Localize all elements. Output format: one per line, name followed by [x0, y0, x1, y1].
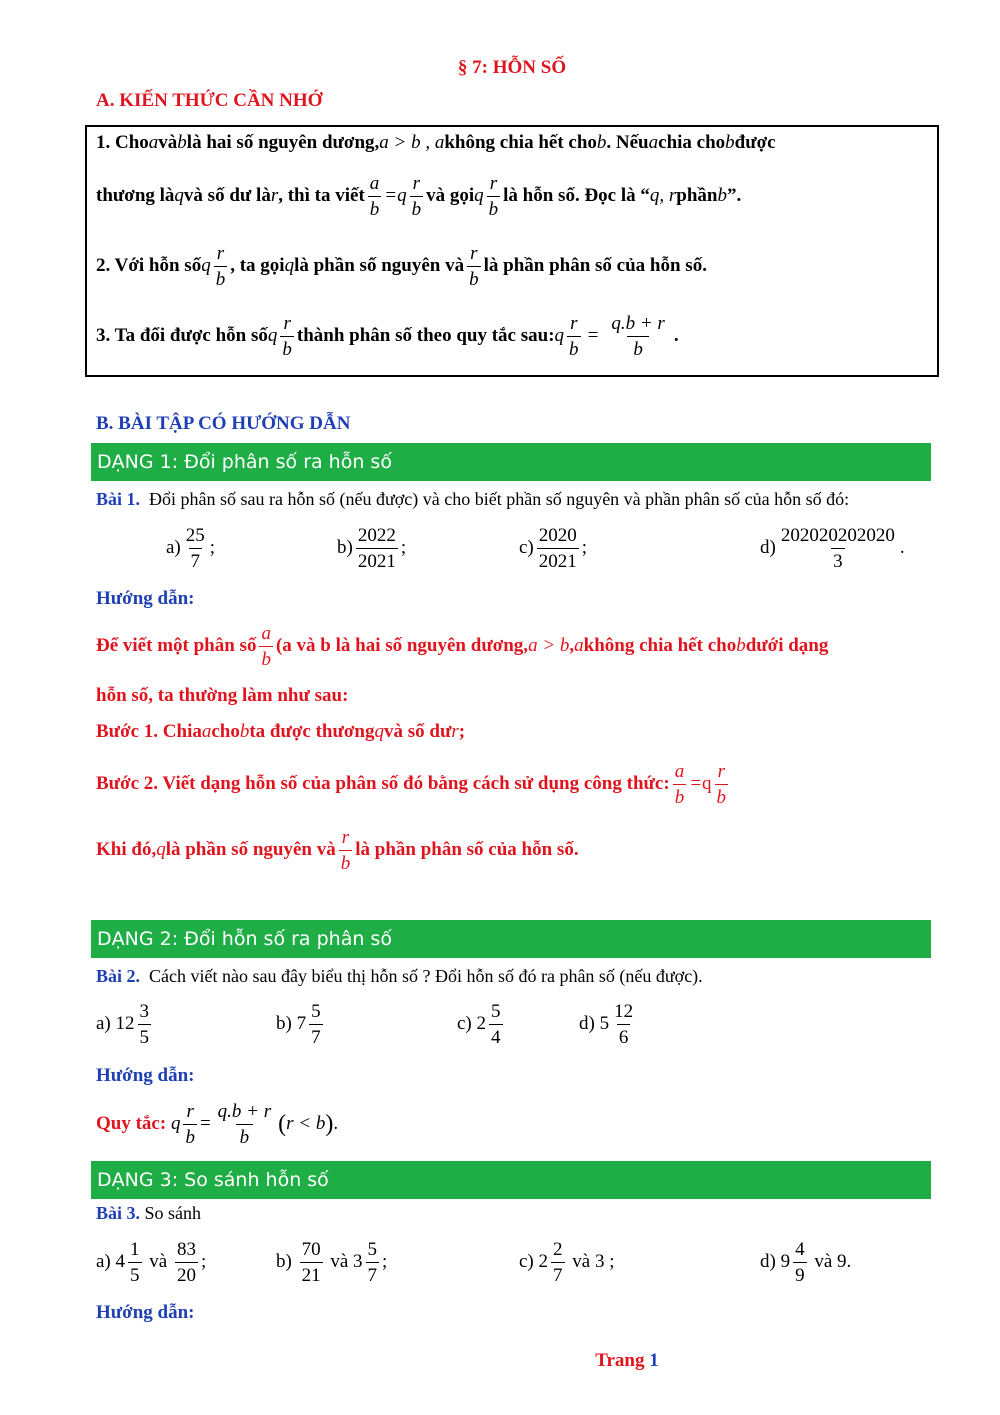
page-title: § 7: HỖN SỐ	[457, 57, 567, 78]
fraction-a-over-b: $\frac{a}{b}$	[369, 172, 380, 220]
dang-1-guide-heading: Hướng dẫn:	[96, 588, 195, 609]
bai-1-option-c: c) $\frac{2020}{2021}$ ;	[519, 524, 588, 572]
bai-2-statement: Bài 2. Cách viết nào sau đây biểu thị hỗn số ? Đổi hỗn số đó ra phân số (nếu được).	[96, 965, 703, 986]
dang-1-band: DẠNG 1: Đổi phân số ra hỗn số	[91, 443, 931, 481]
knowledge-item-1-line-2: thương là q và số dư là r , thì ta viết $\frac{a}{b}$ = q $\frac{r}{b}$ và gọi q $\frac{r}{b}$ là hỗn số. Đọc là “ q, r phần b ”.	[96, 172, 742, 220]
dang-2-rule: Quy tắc: q $\frac{r}{b}$ = $\frac{q.b + r}{b}$ ( r < b ) .	[96, 1100, 339, 1148]
knowledge-item-1-line-1: 1. Cho a và b là hai số nguyên dương, a > b , a không chia hết cho b . Nếu a chia cho b được	[96, 132, 776, 153]
bai-3-option-a: a) 4 $\frac{1}{5}$ và $\frac{83}{20}$ ;	[96, 1238, 207, 1286]
dang-3-band: DẠNG 3: So sánh hỗn số	[91, 1161, 931, 1199]
knowledge-item-3: 3. Ta đổi được hỗn số q $\frac{r}{b}$ thành phân số theo quy tắc sau: q $\frac{r}{b}$ = $\frac{q.b + r}{b}$ .	[96, 312, 679, 360]
bai-1-option-b: b) $\frac{2022}{2021}$ ;	[337, 524, 407, 572]
bai-2-option-c: c) 2 $\frac{5}{4}$	[457, 1000, 501, 1048]
bai-1-option-a: a) $\frac{25}{7}$ ;	[166, 524, 216, 572]
dang-1-guide-line-1: Để viết một phân số $\frac{a}{b}$ (a và b là hai số nguyên dương, a > b , a không chia hết cho b dưới dạng	[96, 622, 829, 670]
dang-3-guide-heading: Hướng dẫn:	[96, 1302, 195, 1323]
step-1: Bước 1. Chia a cho b ta được thương q và số dư r ;	[96, 721, 466, 742]
dang-2-band: DẠNG 2: Đổi hỗn số ra phân số	[91, 920, 931, 958]
bai-3-option-d: d) 9 $\frac{4}{9}$ và 9 .	[760, 1238, 852, 1286]
bai-2-option-a: a) 12 $\frac{3}{5}$	[96, 1000, 150, 1048]
page-footer	[0, 1350, 1000, 1372]
step-conclusion: Khi đó, q là phần số nguyên và $\frac{r}{b}$ là phần phân số của hỗn số.	[96, 826, 579, 874]
section-a-heading: A. KIẾN THỨC CẦN NHỚ	[96, 90, 323, 111]
dang-2-guide-heading: Hướng dẫn:	[96, 1065, 195, 1086]
step-2: Bước 2. Viết dạng hỗn số của phân số đó bằng cách sử dụng công thức: $\frac{a}{b}$ = q $\frac{r}{b}$	[96, 760, 727, 808]
bai-3-option-b: b) $\frac{70}{21}$ và 3 $\frac{5}{7}$ ;	[276, 1238, 388, 1286]
bai-1-option-d: d) $\frac{202020202020}{3}$ .	[760, 524, 905, 572]
knowledge-item-2: 2. Với hỗn số q $\frac{r}{b}$ , ta gọi q là phần số nguyên và $\frac{r}{b}$ là phần phân số của hỗn số.	[96, 242, 707, 290]
bai-1-statement: Bài 1. Đổi phân số sau ra hỗn số (nếu được) và cho biết phần số nguyên và phần phân số của hỗn số đó:	[96, 488, 850, 509]
section-b-heading: B. BÀI TẬP CÓ HƯỚNG DẪN	[96, 413, 351, 434]
dang-1-guide-line-2: hỗn số, ta thường làm như sau:	[96, 685, 349, 706]
footer-label: Trang	[595, 1350, 645, 1371]
bai-3-option-c: c) 2 $\frac{2}{7}$ và 3 ;	[519, 1238, 615, 1286]
footer-page-number: 1	[649, 1350, 659, 1371]
bai-3-statement: Bài 3. So sánh	[96, 1202, 202, 1223]
bai-2-option-b: b) 7 $\frac{5}{7}$	[276, 1000, 321, 1048]
bai-2-option-d: d) 5 $\frac{12}{6}$	[579, 1000, 634, 1048]
